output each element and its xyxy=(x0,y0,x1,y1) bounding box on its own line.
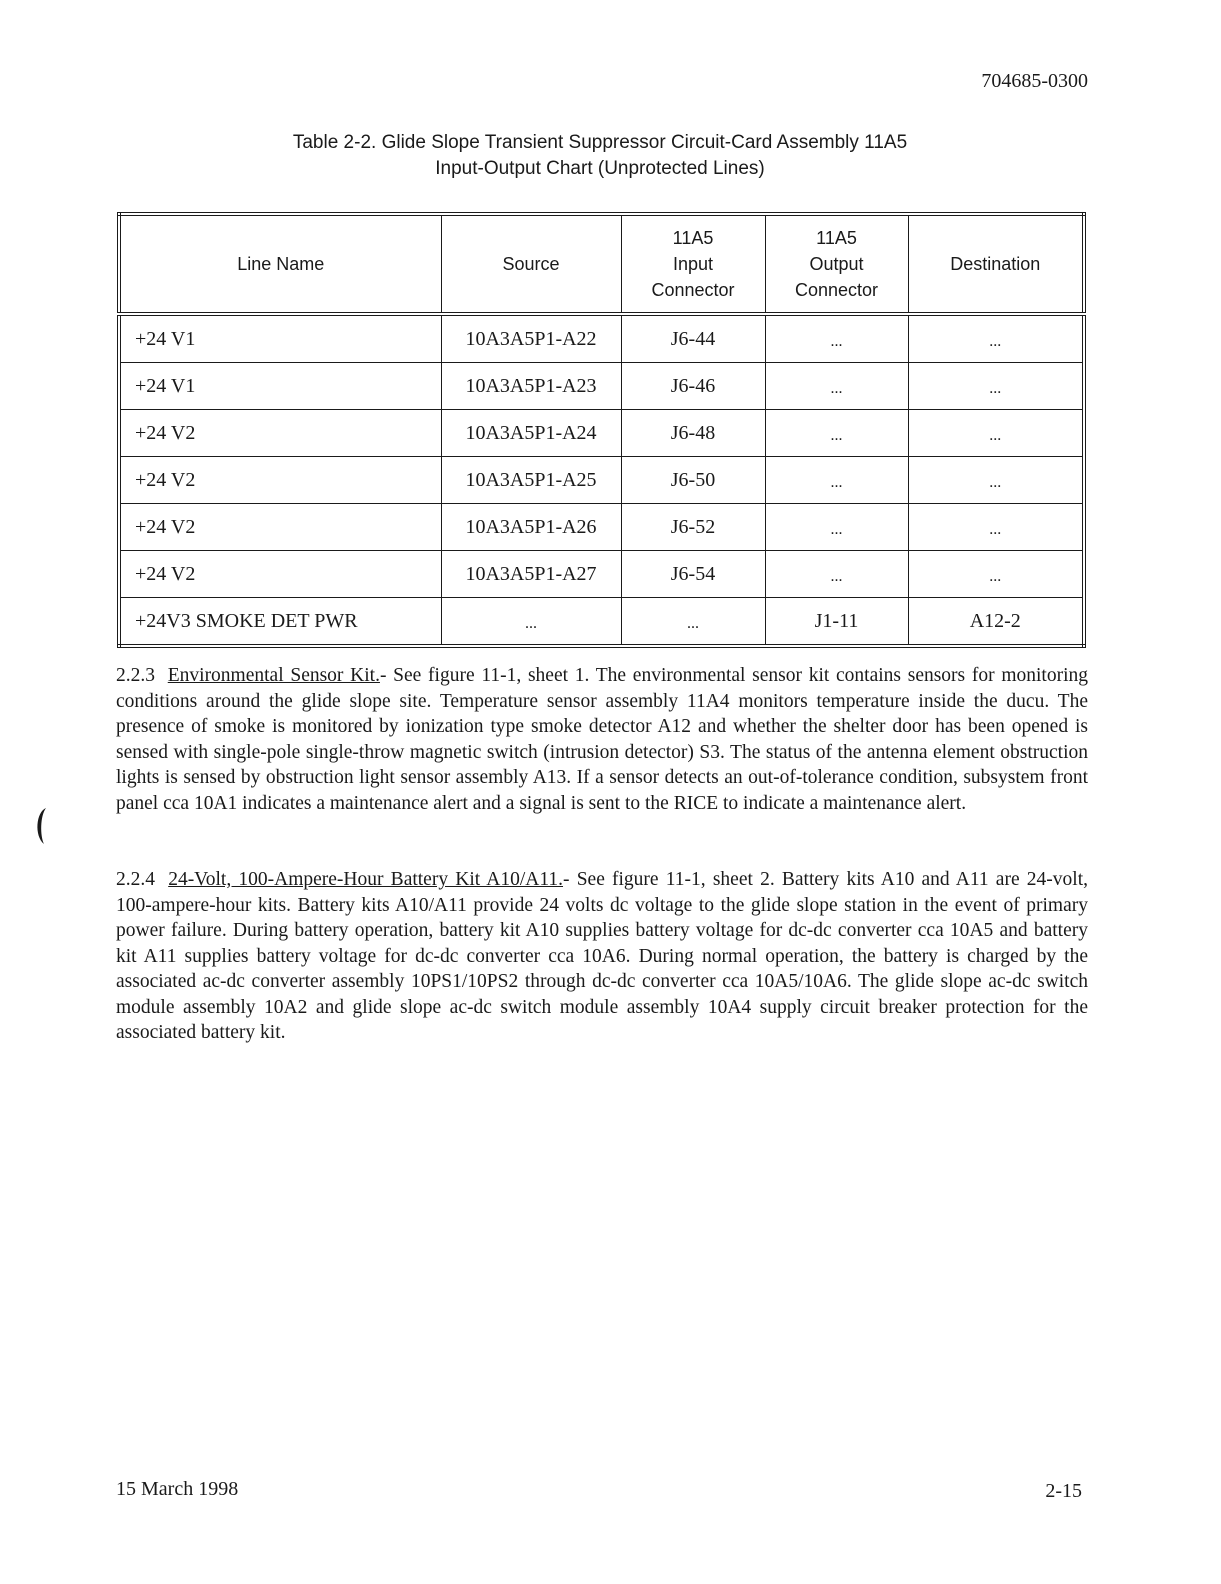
io-chart-table xyxy=(117,212,1086,648)
cell-source: ... xyxy=(441,598,621,647)
section-2-2-3-environmental-sensor-kit xyxy=(116,663,1088,816)
cell-output-connector: ... xyxy=(765,551,908,598)
cell-output-connector: ... xyxy=(765,314,908,363)
page-number: 2-15 xyxy=(1045,1480,1082,1502)
section-title: Environmental Sensor Kit. xyxy=(167,665,380,686)
header-text: 11A5 xyxy=(672,228,714,248)
cell-input-connector: J6-52 xyxy=(621,504,765,551)
section-2-2-4-battery-kit xyxy=(116,867,1088,1046)
header-text: Source xyxy=(502,254,560,274)
cell-input-connector: J6-44 xyxy=(621,314,765,363)
table-row xyxy=(119,504,1084,551)
cell-destination: ... xyxy=(908,314,1084,363)
cell-destination: ... xyxy=(908,504,1084,551)
cell-input-connector: J6-48 xyxy=(621,410,765,457)
cell-output-connector: ... xyxy=(765,410,908,457)
cell-output-connector: ... xyxy=(765,363,908,410)
cell-destination: ... xyxy=(908,551,1084,598)
cell-output-connector: J1-11 xyxy=(765,598,908,647)
header-text: Output xyxy=(809,254,864,274)
cell-input-connector: ... xyxy=(621,598,765,647)
table-row xyxy=(119,551,1084,598)
binder-hole-mark xyxy=(30,806,54,846)
cell-destination: ... xyxy=(908,410,1084,457)
table-caption xyxy=(160,130,1040,182)
cell-output-connector: ... xyxy=(765,457,908,504)
section-number: 2.2.4 xyxy=(116,869,155,890)
cell-source: 10A3A5P1-A23 xyxy=(441,363,621,410)
header-text: Connector xyxy=(794,280,879,300)
table-caption-line-2: Input-Output Chart (Unprotected Lines) xyxy=(435,158,765,179)
cell-destination: ... xyxy=(908,363,1084,410)
cell-destination: A12-2 xyxy=(908,598,1084,647)
column-header-line-name xyxy=(119,214,441,314)
table-row xyxy=(119,457,1084,504)
cell-source: 10A3A5P1-A25 xyxy=(441,457,621,504)
cell-line-name: +24 V2 xyxy=(119,504,441,551)
section-title: 24-Volt, 100-Ampere-Hour Battery Kit A10/A11. xyxy=(168,869,564,890)
column-header-output-connector xyxy=(765,214,908,314)
cell-source: 10A3A5P1-A26 xyxy=(441,504,621,551)
cell-source: 10A3A5P1-A27 xyxy=(441,551,621,598)
table-row xyxy=(119,598,1084,647)
column-header-destination xyxy=(908,214,1084,314)
table-header-row xyxy=(119,214,1084,314)
document-number: 704685-0300 xyxy=(981,70,1088,92)
cell-output-connector: ... xyxy=(765,504,908,551)
cell-line-name: +24 V2 xyxy=(119,551,441,598)
cell-source: 10A3A5P1-A24 xyxy=(441,410,621,457)
header-text: Destination xyxy=(950,254,1041,274)
column-header-input-connector xyxy=(621,214,765,314)
column-header-source xyxy=(441,214,621,314)
cell-line-name: +24 V2 xyxy=(119,410,441,457)
cell-input-connector: J6-46 xyxy=(621,363,765,410)
table-row xyxy=(119,314,1084,363)
header-text: Line Name xyxy=(237,254,325,274)
cell-input-connector: J6-50 xyxy=(621,457,765,504)
section-body: - See figure 11-1, sheet 1. The environmental sensor kit contains sensors for monitoring conditions around the glide slope site. Temperature sensor assembly 11A4 monitors temperature inside the ducu. The presence of smoke is monitored by ionization type smoke detector A12 and whether the shelter door has been opened is sensed with single-pole single-throw magnetic switch (intrusion detector) S3. The status of the antenna element obstruction lights is sensed by obstruction light sensor assembly A13. If a sensor detects an out-of-tolerance condition, subsystem front panel cca 10A1 indicates a maintenance alert and a signal is sent to the RICE to indicate a maintenance alert. xyxy=(116,665,1088,814)
header-text: 11A5 xyxy=(816,228,857,248)
header-text: Input xyxy=(672,254,714,274)
cell-line-name: +24 V1 xyxy=(119,363,441,410)
cell-destination: ... xyxy=(908,457,1084,504)
table-row xyxy=(119,363,1084,410)
section-body: - See figure 11-1, sheet 2. Battery kits A10 and A11 are 24-volt, 100-ampere-hour kits. Battery kits A10/A11 provide 24 volts dc voltage to the glide slope station in the event of primary power failure. During battery operation, battery kit A10 supplies battery voltage for dc-dc converter cca 10A5 and battery kit A11 supplies battery voltage for dc-dc converter cca 10A6. During normal operation, the battery is charged by the associated ac-dc converter assembly 10PS1/10PS2 through dc-dc converter cca 10A5/10A6. The glide slope ac-dc switch module assembly 10A2 and glide slope ac-dc switch module assembly 10A4 supply circuit breaker protection for the associated battery kit. xyxy=(116,869,1088,1043)
cell-line-name: +24 V2 xyxy=(119,457,441,504)
table-caption-line-1: Table 2-2. Glide Slope Transient Suppressor Circuit-Card Assembly 11A5 xyxy=(292,132,908,153)
table-row xyxy=(119,410,1084,457)
cell-line-name: +24 V1 xyxy=(119,314,441,363)
header-text: Connector xyxy=(651,280,735,300)
cell-line-name: +24V3 SMOKE DET PWR xyxy=(119,598,441,647)
section-number: 2.2.3 xyxy=(116,665,155,686)
cell-input-connector: J6-54 xyxy=(621,551,765,598)
footer-date: 15 March 1998 xyxy=(116,1478,239,1500)
cell-source: 10A3A5P1-A22 xyxy=(441,314,621,363)
